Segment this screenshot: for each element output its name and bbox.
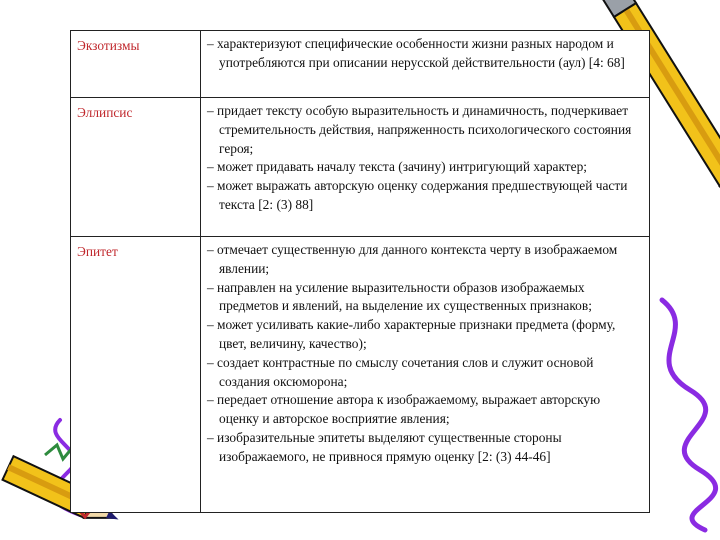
table-row	[71, 31, 650, 98]
description-cell	[201, 98, 650, 237]
terms-table	[70, 30, 650, 513]
description-line: – характеризуют специфические особенности жизни разных народом и употребляются при описании нерусской действительности (аул) [4: 68]	[207, 36, 625, 70]
description-line: – создает контрастные по смыслу сочетания слов и служит основой создания оксюморона;	[207, 354, 594, 389]
term-cell: Экзотизмы	[71, 31, 201, 98]
description-line: – отмечает существенную для данного контекста черту в изображаемом явлении;	[207, 242, 618, 276]
description-line: – может выражать авторскую оценку содержания предшествующей части текста [2: (3) 88]	[207, 178, 628, 212]
table-row	[71, 237, 650, 513]
description-line: – может придавать началу текста (зачину) интригующий характер;	[207, 159, 587, 175]
description-line: – придает тексту особую выразительность и динамичность, подчеркивает стремительность действия, напряженность психологического состояния героя;	[207, 103, 632, 156]
description-line: – изобразительные эпитеты выделяют существенные стороны изображаемого, не привнося прямую оценку [2: (3) 44-46]	[207, 429, 562, 464]
term-cell: Эпитет	[71, 237, 201, 513]
description-line: – направлен на усиление выразительности образов изображаемых предметов и явлений, на выделение их существенных признаков;	[207, 279, 592, 314]
term-cell: Эллипсис	[71, 98, 201, 237]
description-cell	[201, 31, 650, 98]
squiggle-line	[662, 300, 716, 530]
description-cell	[201, 237, 650, 513]
description-line: – передает отношение автора к изображаемому, выражает авторскую оценку и авторское восприятие явления;	[207, 392, 601, 427]
description-line: – может усиливать какие-либо характерные признаки предмета (форму, цвет, величину, качество);	[207, 317, 616, 351]
table-row	[71, 98, 650, 237]
